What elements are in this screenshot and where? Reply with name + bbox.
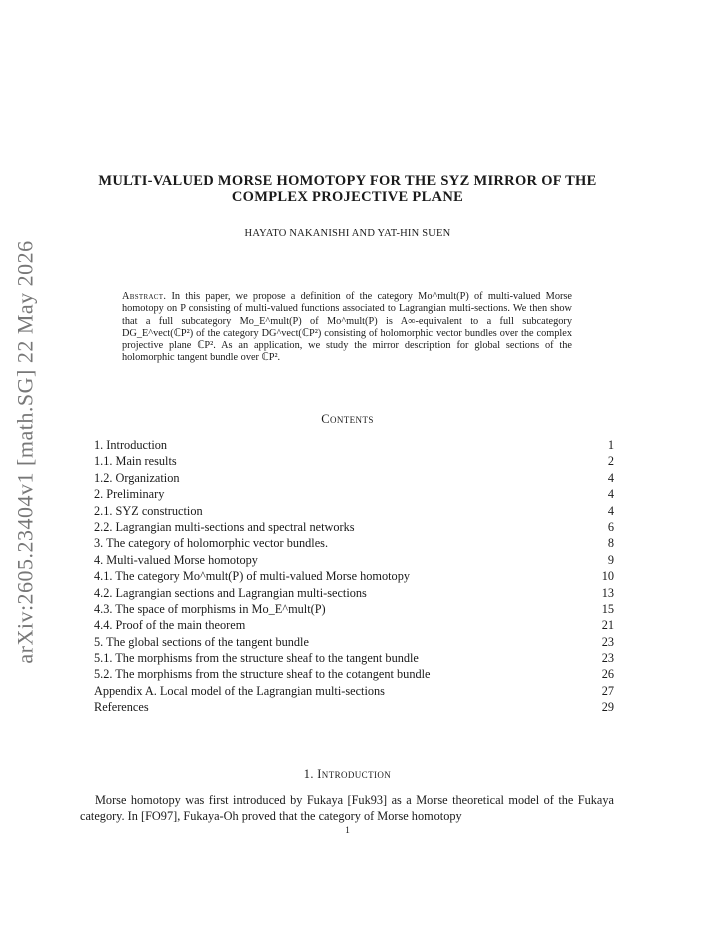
toc-entry-label: 1.1. Main results	[94, 454, 177, 469]
toc-entry-page: 21	[601, 618, 614, 633]
section-heading: 1. Introduction	[303, 767, 392, 781]
toc-entry[interactable]	[94, 519, 614, 535]
toc-entry[interactable]	[94, 503, 614, 519]
toc-entry-label: 5.1. The morphisms from the structure sheaf to the tangent bundle	[94, 651, 419, 666]
toc-entry-page: 6	[607, 519, 614, 534]
toc-entry-label: 4.2. Lagrangian sections and Lagrangian multi-sections	[94, 585, 367, 600]
toc-entry-page: 13	[601, 585, 614, 600]
toc-entry-label: 1. Introduction	[94, 438, 168, 452]
toc-entry-page: 2	[607, 454, 614, 469]
toc-entry-label: 1.2. Organization	[94, 470, 180, 485]
toc-entry[interactable]	[94, 634, 614, 650]
toc-entry[interactable]	[94, 568, 614, 584]
toc-entry-page: 8	[607, 536, 614, 551]
toc-entry-page: 4	[607, 470, 614, 485]
abstract-heading: Abstract.	[122, 291, 167, 302]
toc-entry[interactable]	[94, 552, 614, 568]
toc-entry-label: 4.4. Proof of the main theorem	[94, 618, 246, 633]
toc-entry-page: 26	[601, 667, 614, 682]
intro-paragraph: Morse homotopy was first introduced by Fukaya [Fuk93] as a Morse theoretical model of the Fukaya category. In [FO97], Fukaya-Oh proved that the category of Morse homotopy	[80, 793, 614, 823]
toc-entry-label: 4.1. The category Mo^mult(P) of multi-valued Morse homotopy	[94, 569, 410, 584]
table-of-contents	[94, 437, 614, 716]
toc-entry[interactable]	[94, 453, 614, 469]
toc-entry[interactable]	[94, 601, 614, 617]
toc-entry-page: 29	[601, 700, 614, 715]
toc-entry-label: 5.2. The morphisms from the structure sheaf to the cotangent bundle	[94, 667, 431, 682]
toc-entry-label: 4.3. The space of morphisms in Mo_E^mult(P)	[94, 601, 326, 616]
toc-entry[interactable]	[94, 470, 614, 486]
toc-entry-page: 27	[601, 683, 614, 698]
toc-entry[interactable]	[94, 666, 614, 682]
toc-entry[interactable]	[94, 437, 614, 453]
toc-entry[interactable]	[94, 535, 614, 551]
toc-entry-page: 15	[601, 601, 614, 616]
toc-entry[interactable]	[94, 683, 614, 699]
toc-entry-page: 23	[601, 634, 614, 649]
toc-entry[interactable]	[94, 585, 614, 601]
page-number: 1	[345, 826, 350, 836]
toc-entry-page: 4	[607, 487, 614, 502]
toc-entry[interactable]	[94, 650, 614, 666]
toc-entry-label: 5. The global sections of the tangent bundle	[94, 634, 309, 649]
toc-entry-label: 2.2. Lagrangian multi-sections and spectral networks	[94, 519, 355, 534]
paper-authors: HAYATO NAKANISHI AND YAT-HIN SUEN	[244, 228, 451, 239]
toc-entry-page: 23	[601, 651, 614, 666]
toc-entry[interactable]	[94, 699, 614, 715]
toc-entry-label: 2. Preliminary	[94, 487, 165, 502]
arxiv-stamp-text: arXiv:2605.23404v1 [math.SG] 22 May 2026	[13, 240, 39, 664]
contents-heading: Contents	[321, 412, 374, 426]
paper-title: MULTI-VALUED MORSE HOMOTOPY FOR THE SYZ MIRROR OF THE COMPLEX PROJECTIVE PLANE	[98, 173, 597, 205]
toc-entry[interactable]	[94, 486, 614, 502]
toc-entry-label: Appendix A. Local model of the Lagrangian multi-sections	[94, 683, 385, 698]
toc-entry-label: 3. The category of holomorphic vector bundles.	[94, 536, 329, 551]
toc-entry-page: 4	[607, 503, 614, 518]
toc-entry-label: 2.1. SYZ construction	[94, 503, 203, 518]
toc-entry-page: 1	[607, 438, 614, 452]
arxiv-stamp	[6, 242, 46, 662]
toc-entry-page: 10	[601, 569, 614, 584]
toc-entry-label: 4. Multi-valued Morse homotopy	[94, 552, 258, 567]
abstract	[122, 291, 572, 365]
toc-entry-label: References	[94, 700, 149, 715]
toc-entry-page: 9	[607, 552, 614, 567]
toc-entry[interactable]	[94, 617, 614, 633]
abstract-text: In this paper, we propose a definition of the category Mo^mult(P) of multi-valued Morse homotopy on P consisting of multi-valued functions associated to Lagrangian multi-sections. We then show that a full subcategory Mo_E^mult(P) of Mo^mult(P) is A∞-equivalent to a full subcategory DG_E^vect(ℂP²) of the category DG^vect(ℂP²) consisting of holomorphic vector bundles over the complex projective plane ℂP². As an application, we study the mirror description for global sections of the holomorphic tangent bundle over ℂP².	[122, 291, 572, 364]
